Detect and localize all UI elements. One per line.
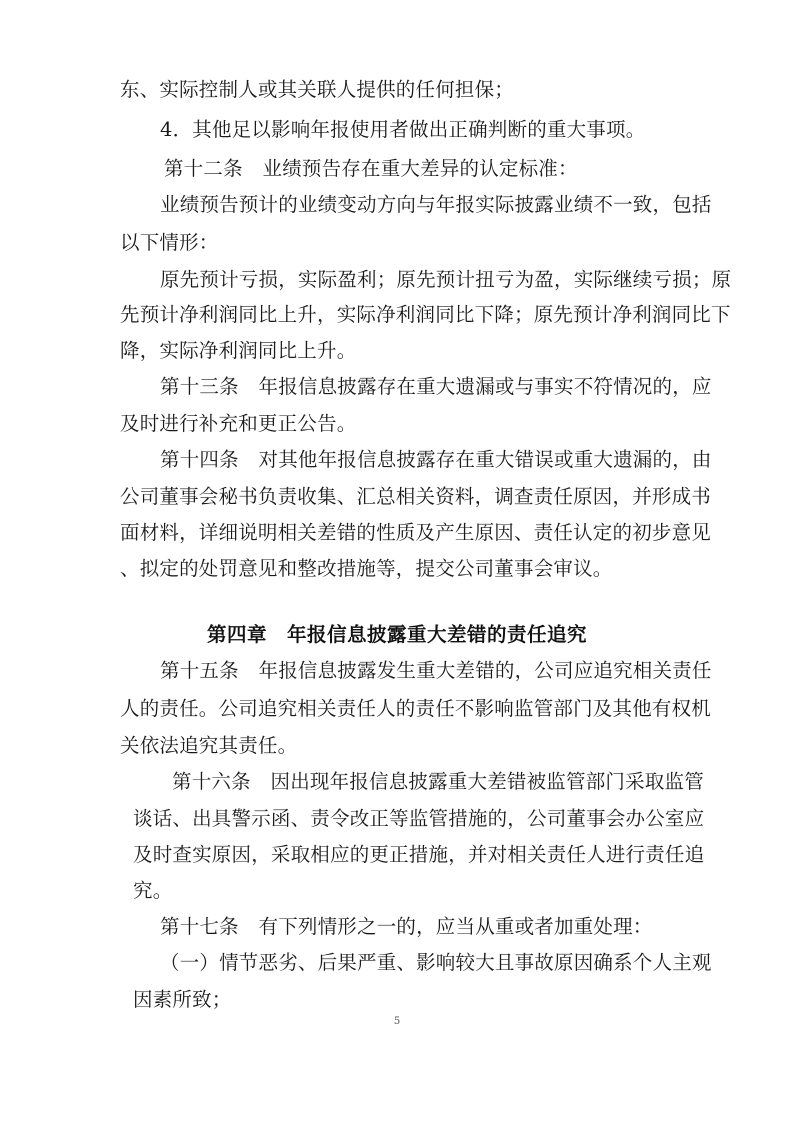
chapter-heading: 第四章 年报信息披露重大差错的责任追究 [206, 623, 587, 646]
text-line: 、拟定的处罚意见和整改措施等，提交公司董事会审议。 [120, 557, 613, 580]
text-line: 第十四条 对其他年报信息披露存在重大错误或重大遗漏的，由 [160, 448, 712, 471]
text-line: 关依法追究其责任。 [120, 734, 298, 757]
text-line: 及时进行补充和更正公告。 [120, 412, 357, 435]
text-line: 谈话、出具警示函、责令改正等监管措施的，公司董事会办公室应 [133, 807, 705, 830]
text-line: 及时查实原因，采取相应的更正措施，并对相关责任人进行责任追 [133, 843, 705, 866]
text-line: 4．其他足以影响年报使用者做出正确判断的重大事项。 [160, 118, 646, 141]
text-line: 因素所致； [133, 988, 232, 1011]
text-line: 原先预计亏损，实际盈利；原先预计扭亏为盈，实际继续亏损；原 [160, 268, 732, 291]
text-line: 人的责任。公司追究相关责任人的责任不影响监管部门及其他有权机 [120, 697, 712, 720]
text-line: 先预计净利润同比上升，实际净利润同比下降；原先预计净利润同比下 [120, 303, 731, 326]
text-line: 公司董事会秘书负责收集、汇总相关资料，调查责任原因，并形成书 [120, 485, 712, 508]
text-line: 业绩预告预计的业绩变动方向与年报实际披露业绩不一致，包括 [160, 193, 712, 216]
text-line: 第十七条 有下列情形之一的，应当从重或者加重处理： [160, 915, 653, 938]
text-line: 第十五条 年报信息披露发生重大差错的，公司应追究相关责任 [160, 659, 712, 682]
text-line: 第十三条 年报信息披露存在重大遗漏或与事实不符情况的，应 [160, 375, 712, 398]
text-line: 面材料，详细说明相关差错的性质及产生原因、责任认定的初步意见 [120, 521, 712, 544]
page-number: 5 [393, 1016, 401, 1027]
text-line: 究。 [133, 879, 173, 902]
text-line: 第十六条 因出现年报信息披露重大差错被监管部门采取监管 [172, 770, 704, 793]
text-line: 降，实际净利润同比上升。 [120, 339, 357, 362]
text-line: 以下情形： [120, 231, 219, 254]
text-line: 东、实际控制人或其关联人提供的任何担保； [120, 78, 515, 101]
text-line: （一）情节恶劣、后果严重、影响较大且事故原因确系个人主观 [160, 951, 712, 974]
text-line: 第十二条 业绩预告存在重大差异的认定标准： [164, 157, 578, 180]
